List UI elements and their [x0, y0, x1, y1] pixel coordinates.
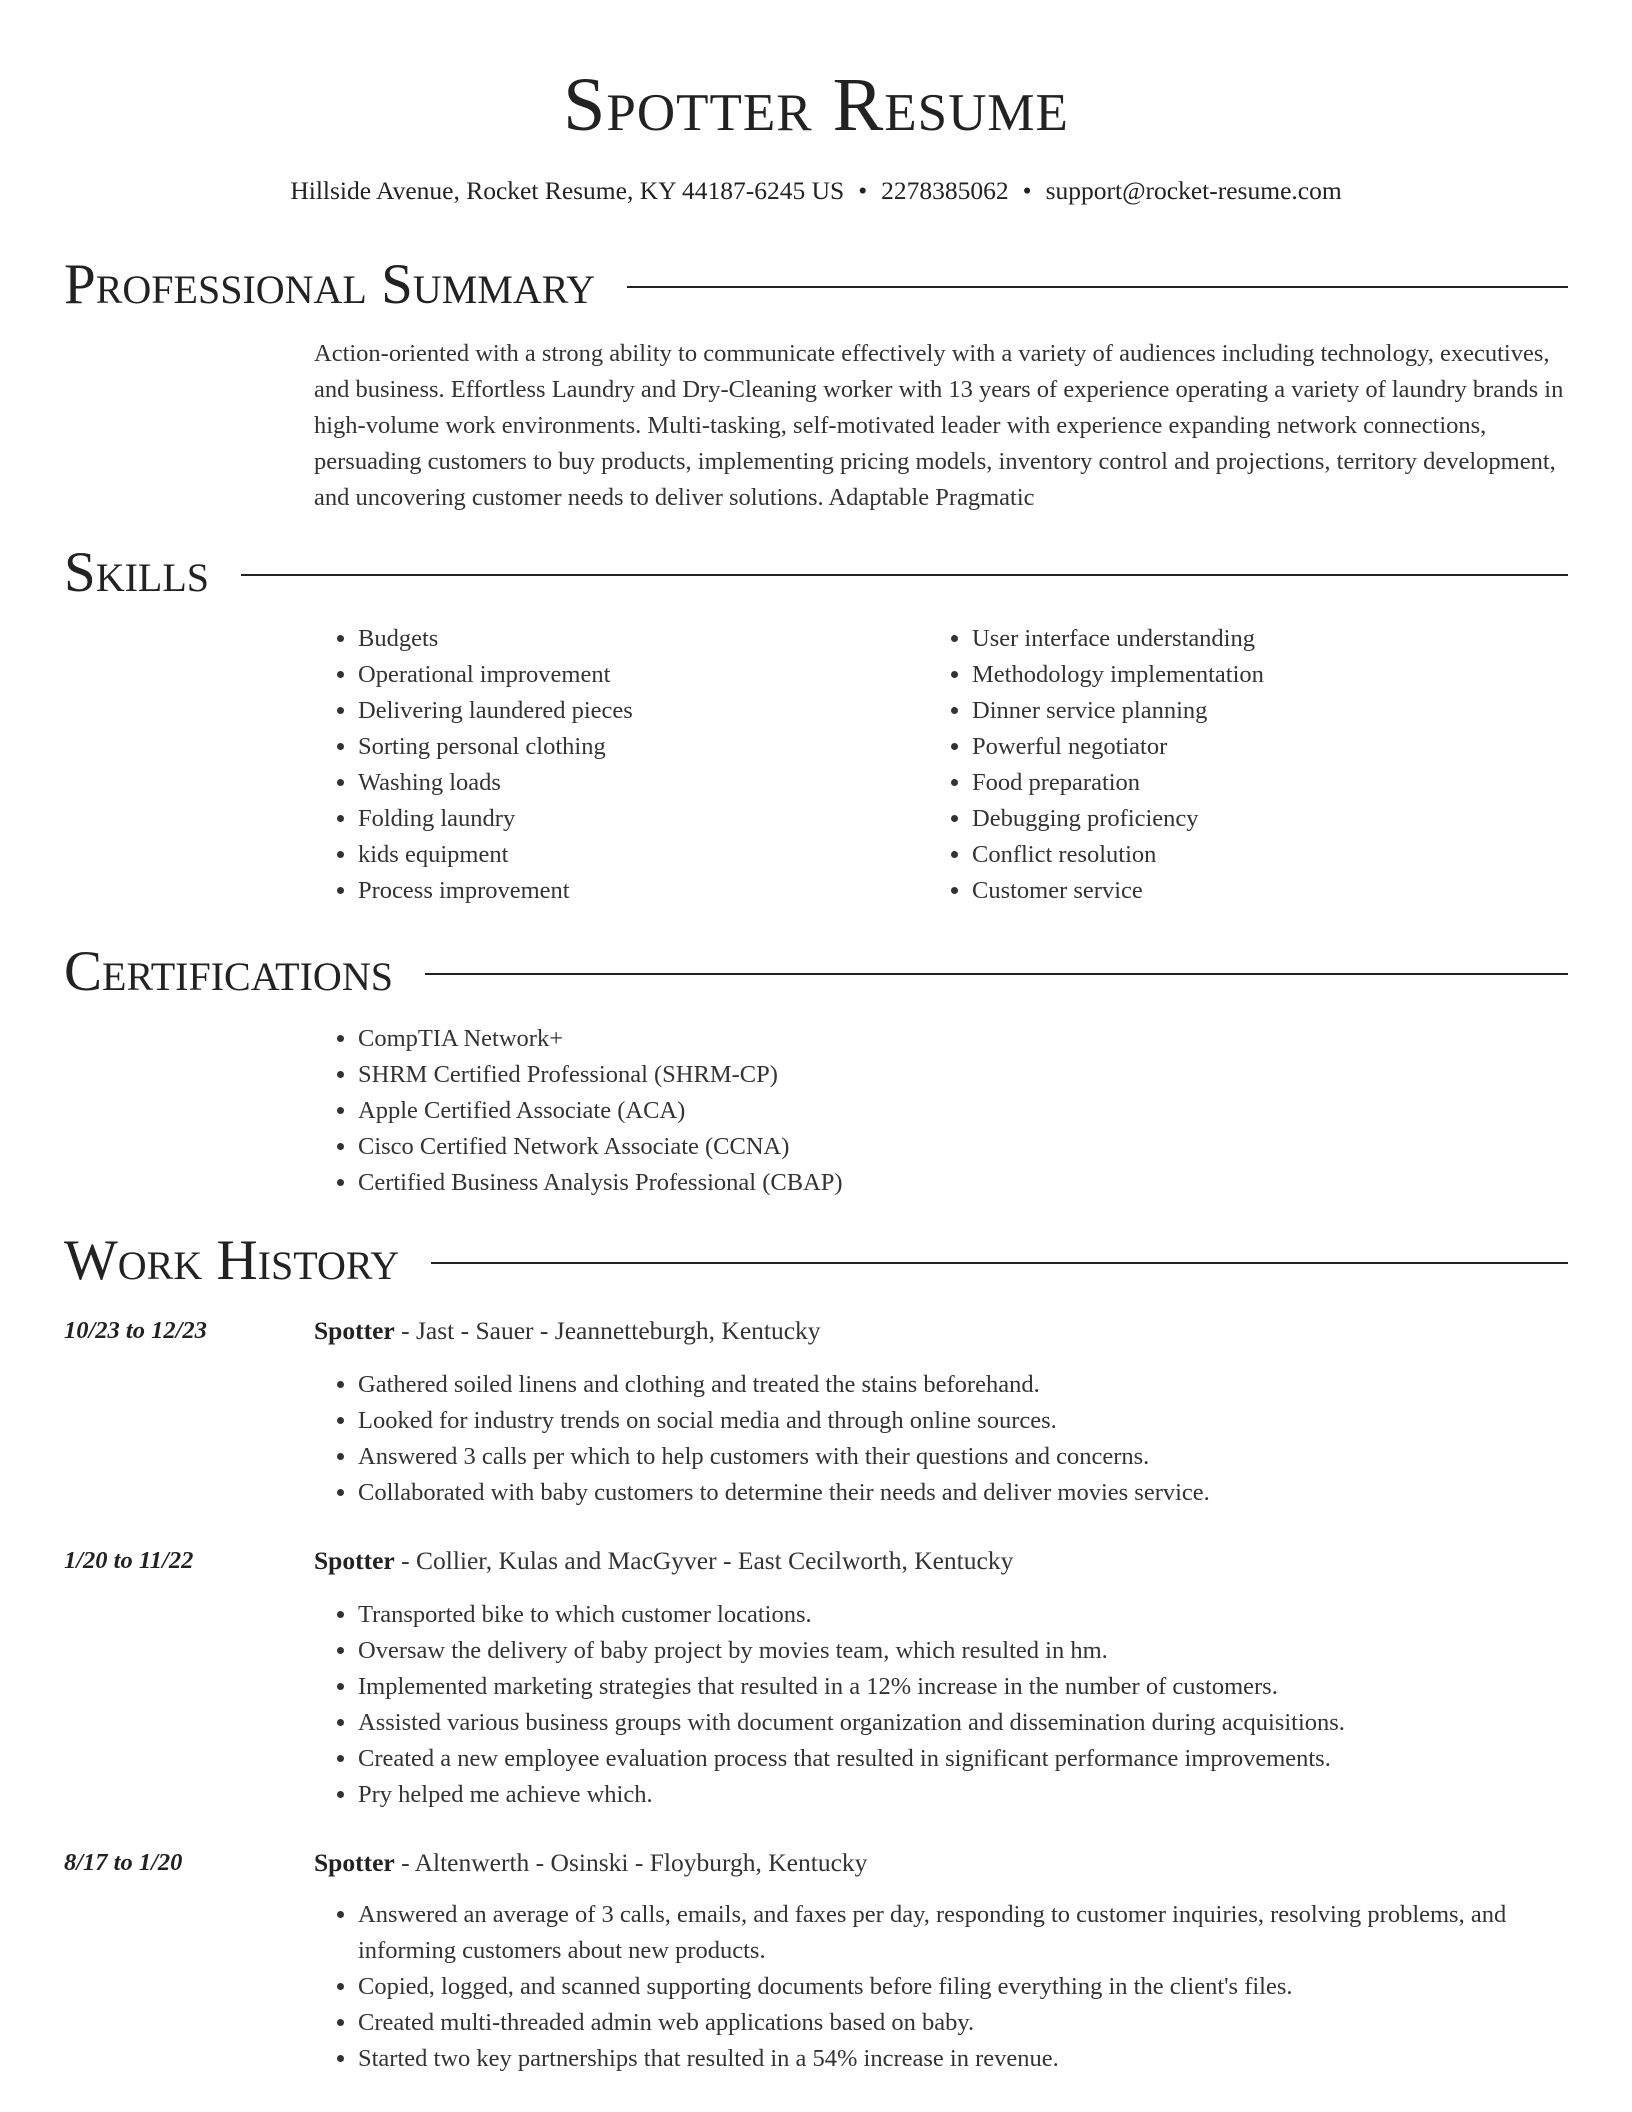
job-header	[314, 1313, 821, 1349]
section-title-skills: Skills	[64, 541, 210, 604]
certifications-section-header	[64, 940, 1568, 1004]
contact-separator: •	[1022, 176, 1032, 205]
skill-item: • Budgets	[358, 621, 914, 657]
job-duty-item: • Copied, logged, and scanned supporting documents before filing everything in the client's files.	[358, 1969, 1574, 2005]
job-employer: - Collier, Kulas and MacGyver - East Cecilworth, Kentucky	[394, 1546, 1014, 1575]
job-duty-item: • Pry helped me achieve which.	[358, 1777, 1574, 1813]
job-title: Spotter	[314, 1546, 395, 1575]
skills-section-header	[64, 541, 1568, 605]
job-duty-item: • Answered 3 calls per which to help customers with their questions and concerns.	[358, 1439, 1574, 1475]
section-divider	[241, 574, 1568, 576]
summary-section-header	[64, 253, 1568, 317]
skill-item: • Operational improvement	[358, 657, 914, 693]
skill-item: • Customer service	[972, 873, 1528, 909]
certifications-list	[314, 1021, 1314, 1201]
section-title-certifications: Certifications	[64, 940, 393, 1003]
job-duty-item: • Oversaw the delivery of baby project by movies team, which resulted in hm.	[358, 1633, 1574, 1669]
job-header	[314, 1543, 1013, 1579]
job-duty-item: • Transported bike to which customer locations.	[358, 1597, 1574, 1633]
job-duty-item: • Assisted various business groups with document organization and dissemination during acquisitions.	[358, 1705, 1574, 1741]
certification-item: • Cisco Certified Network Associate (CCNA)	[358, 1129, 1314, 1165]
job-title: Spotter	[314, 1848, 395, 1877]
work-history-section-header	[64, 1229, 1568, 1293]
certification-item: • CompTIA Network+	[358, 1021, 1314, 1057]
job-duty-item: • Gathered soiled linens and clothing and treated the stains beforehand.	[358, 1367, 1574, 1403]
job-duties	[314, 1367, 1574, 1511]
certification-item: • Apple Certified Associate (ACA)	[358, 1093, 1314, 1129]
section-divider	[431, 1262, 1568, 1264]
skill-item: • Powerful negotiator	[972, 729, 1528, 765]
contact-separator: •	[858, 176, 868, 205]
skill-item: • Delivering laundered pieces	[358, 693, 914, 729]
contact-address: Hillside Avenue, Rocket Resume, KY 44187-6245 US	[290, 176, 845, 205]
skill-item: • User interface understanding	[972, 621, 1528, 657]
skill-item: • Sorting personal clothing	[358, 729, 914, 765]
job-dates: 1/20 to 11/22	[64, 1547, 194, 1574]
skill-item: • Dinner service planning	[972, 693, 1528, 729]
job-duties	[314, 1897, 1574, 2077]
job-dates: 10/23 to 12/23	[64, 1317, 207, 1344]
skill-item: • Washing loads	[358, 765, 914, 801]
job-duty-item: • Started two key partnerships that resulted in a 54% increase in revenue.	[358, 2041, 1574, 2077]
skill-item: • kids equipment	[358, 837, 914, 873]
certification-item: • Certified Business Analysis Professional (CBAP)	[358, 1165, 1314, 1201]
certification-item: • SHRM Certified Professional (SHRM-CP)	[358, 1057, 1314, 1093]
job-title: Spotter	[314, 1316, 395, 1345]
section-title-work-history: Work History	[64, 1229, 400, 1292]
section-divider	[627, 286, 1568, 288]
section-title-summary: Professional Summary	[64, 253, 596, 316]
job-duty-item: • Collaborated with baby customers to determine their needs and deliver movies service.	[358, 1475, 1574, 1511]
job-employer: - Jast - Sauer - Jeannetteburgh, Kentucky	[394, 1316, 821, 1345]
job-dates: 8/17 to 1/20	[64, 1849, 183, 1876]
job-employer: - Altenwerth - Osinski - Floyburgh, Kentucky	[394, 1848, 868, 1877]
section-divider	[425, 973, 1568, 975]
job-duty-item: • Answered an average of 3 calls, emails, and faxes per day, responding to customer inquiries, resolving problems, and informing customers about new products.	[358, 1897, 1574, 1969]
skill-item: • Folding laundry	[358, 801, 914, 837]
job-duty-item: • Looked for industry trends on social media and through online sources.	[358, 1403, 1574, 1439]
resume-name: Spotter Resume	[563, 63, 1069, 147]
skill-item: • Debugging proficiency	[972, 801, 1528, 837]
job-duty-item: • Created multi-threaded admin web applications based on baby.	[358, 2005, 1574, 2041]
summary-text: Action-oriented with a strong ability to communicate effectively with a variety of audiences including technology, executives, and business. Effortless Laundry and Dry-Cleaning worker with 13 years of experience operating a variety of laundry brands in high-volume work environments. Multi-tasking, self-motivated leader with experience expanding network connections, persuading customers to buy products, implementing pricing models, inventory control and projections, territory development, and uncovering customer needs to deliver solutions. Adaptable Pragmatic	[314, 340, 1564, 511]
skill-item: • Process improvement	[358, 873, 914, 909]
skill-item: • Food preparation	[972, 765, 1528, 801]
job-header	[314, 1845, 867, 1881]
skill-item: • Conflict resolution	[972, 837, 1528, 873]
contact-email: support@rocket-resume.com	[1045, 176, 1342, 205]
job-duty-item: • Implemented marketing strategies that resulted in a 12% increase in the number of customers.	[358, 1669, 1574, 1705]
skill-item: • Methodology implementation	[972, 657, 1528, 693]
job-duty-item: • Created a new employee evaluation process that resulted in significant performance improvements.	[358, 1741, 1574, 1777]
contact-line	[0, 174, 1632, 208]
contact-phone: 2278385062	[881, 176, 1009, 205]
skills-column-left	[314, 621, 914, 909]
skills-column-right	[928, 621, 1528, 909]
job-duties	[314, 1597, 1574, 1813]
